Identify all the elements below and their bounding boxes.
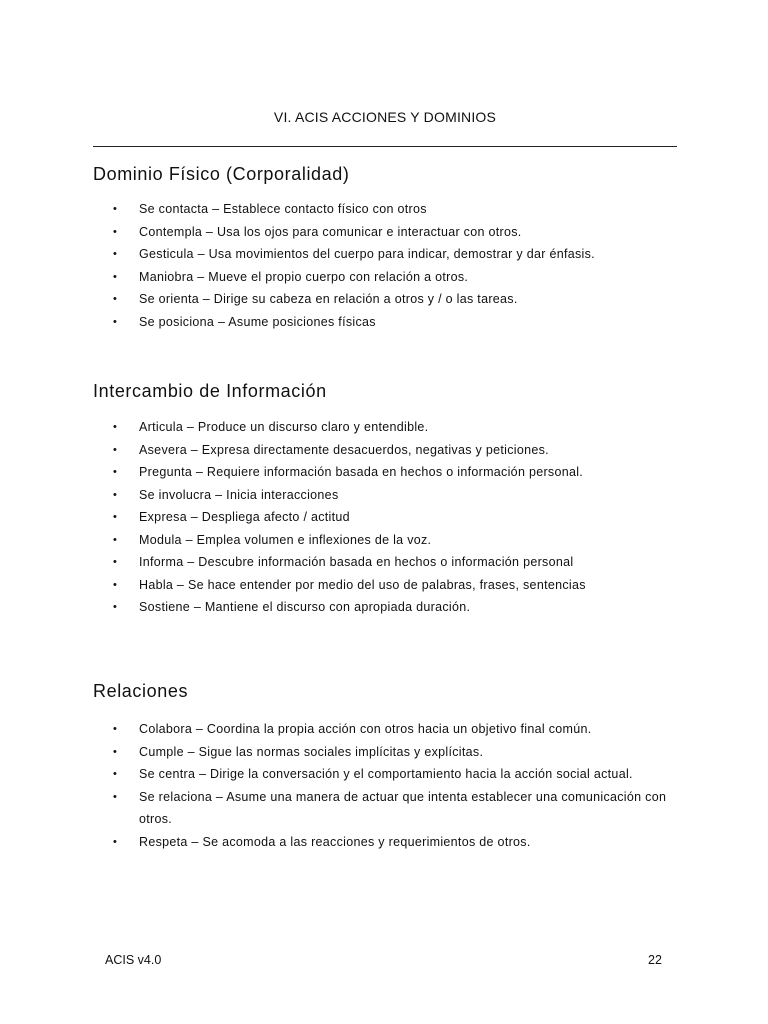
list-item-text: Gesticula – Usa movimientos del cuerpo para indicar, demostrar y dar énfasis. bbox=[139, 247, 595, 261]
list-item-text: Cumple – Sigue las normas sociales implícitas y explícitas. bbox=[139, 744, 484, 759]
bullet-icon: • bbox=[113, 578, 118, 591]
list-item bbox=[93, 529, 679, 552]
list-item bbox=[93, 506, 679, 529]
list-item-text: Asevera – Expresa directamente desacuerdos, negativas y peticiones. bbox=[139, 442, 549, 457]
list-item-text: Se relaciona – Asume una manera de actuar que intenta establecer una comunicación con otros. bbox=[139, 789, 667, 826]
list-item bbox=[93, 243, 679, 266]
bullet-icon: • bbox=[113, 835, 118, 848]
bullet-icon: • bbox=[113, 723, 118, 735]
bullet-icon: • bbox=[113, 511, 118, 523]
bullet-icon: • bbox=[113, 443, 118, 456]
list-item-text: Se contacta – Establece contacto físico con otros bbox=[139, 202, 427, 216]
bullet-icon: • bbox=[113, 745, 118, 758]
item-list bbox=[93, 718, 693, 853]
section-dominio-fisico bbox=[93, 164, 693, 333]
title-divider bbox=[93, 146, 677, 147]
list-item-text: Maniobra – Mueve el propio cuerpo con relación a otros. bbox=[139, 269, 469, 284]
bullet-icon: • bbox=[113, 601, 118, 613]
list-item bbox=[93, 198, 679, 221]
list-item bbox=[93, 288, 679, 311]
list-item bbox=[93, 718, 679, 741]
list-item-text: Se centra – Dirige la conversación y el comportamiento hacia la acción social actual. bbox=[139, 767, 633, 781]
list-item bbox=[93, 439, 679, 462]
item-list bbox=[93, 198, 693, 333]
bullet-icon: • bbox=[113, 315, 118, 328]
chapter-title: VI. ACIS ACCIONES Y DOMINIOS bbox=[273, 109, 497, 125]
footer-document-version: ACIS v4.0 bbox=[105, 953, 162, 967]
list-item bbox=[93, 786, 679, 831]
list-item bbox=[93, 574, 679, 597]
section-relaciones bbox=[93, 681, 693, 853]
list-item-text: Colabora – Coordina la propia acción con otros hacia un objetivo final común. bbox=[139, 722, 592, 736]
list-item-text: Pregunta – Requiere información basada en hechos o información personal. bbox=[139, 465, 584, 479]
list-item-text: Sostiene – Mantiene el discurso con apropiada duración. bbox=[139, 600, 471, 614]
section-heading: Dominio Físico (Corporalidad) bbox=[93, 164, 350, 184]
bullet-icon: • bbox=[113, 421, 118, 433]
list-item-text: Articula – Produce un discurso claro y entendible. bbox=[139, 420, 429, 434]
list-item-text: Respeta – Se acomoda a las reacciones y requerimientos de otros. bbox=[139, 834, 531, 849]
section-heading: Intercambio de Información bbox=[93, 381, 327, 401]
bullet-icon: • bbox=[113, 248, 118, 260]
list-item bbox=[93, 551, 679, 574]
bullet-icon: • bbox=[113, 556, 118, 568]
bullet-icon: • bbox=[113, 293, 118, 305]
list-item-text: Se involucra – Inicia interacciones bbox=[139, 487, 339, 502]
list-item-text: Se posiciona – Asume posiciones físicas bbox=[139, 314, 376, 329]
list-item bbox=[93, 266, 679, 289]
footer-page-number: 22 bbox=[648, 953, 662, 967]
list-item bbox=[93, 461, 679, 484]
bullet-icon: • bbox=[113, 270, 118, 283]
bullet-icon: • bbox=[113, 768, 118, 780]
list-item-text: Modula – Emplea volumen e inflexiones de la voz. bbox=[139, 532, 432, 547]
list-item-text: Expresa – Despliega afecto / actitud bbox=[139, 510, 350, 524]
item-list bbox=[93, 416, 693, 619]
bullet-icon: • bbox=[113, 466, 118, 478]
list-item bbox=[93, 484, 679, 507]
bullet-icon: • bbox=[113, 203, 118, 215]
list-item bbox=[93, 311, 679, 334]
list-item bbox=[93, 741, 679, 764]
list-item-text: Informa – Descubre información basada en hechos o información personal bbox=[139, 555, 574, 569]
list-item-text: Se orienta – Dirige su cabeza en relación a otros y / o las tareas. bbox=[139, 292, 518, 306]
list-item bbox=[93, 831, 679, 854]
bullet-icon: • bbox=[113, 225, 118, 238]
list-item bbox=[93, 596, 679, 619]
section-intercambio-informacion bbox=[93, 381, 693, 619]
section-heading: Relaciones bbox=[93, 681, 189, 701]
list-item bbox=[93, 221, 679, 244]
list-item bbox=[93, 416, 679, 439]
list-item-text: Contempla – Usa los ojos para comunicar e interactuar con otros. bbox=[139, 224, 522, 239]
bullet-icon: • bbox=[113, 790, 118, 803]
bullet-icon: • bbox=[113, 533, 118, 546]
bullet-icon: • bbox=[113, 488, 118, 501]
list-item bbox=[93, 763, 679, 786]
list-item-text: Habla – Se hace entender por medio del uso de palabras, frases, sentencias bbox=[139, 577, 586, 592]
